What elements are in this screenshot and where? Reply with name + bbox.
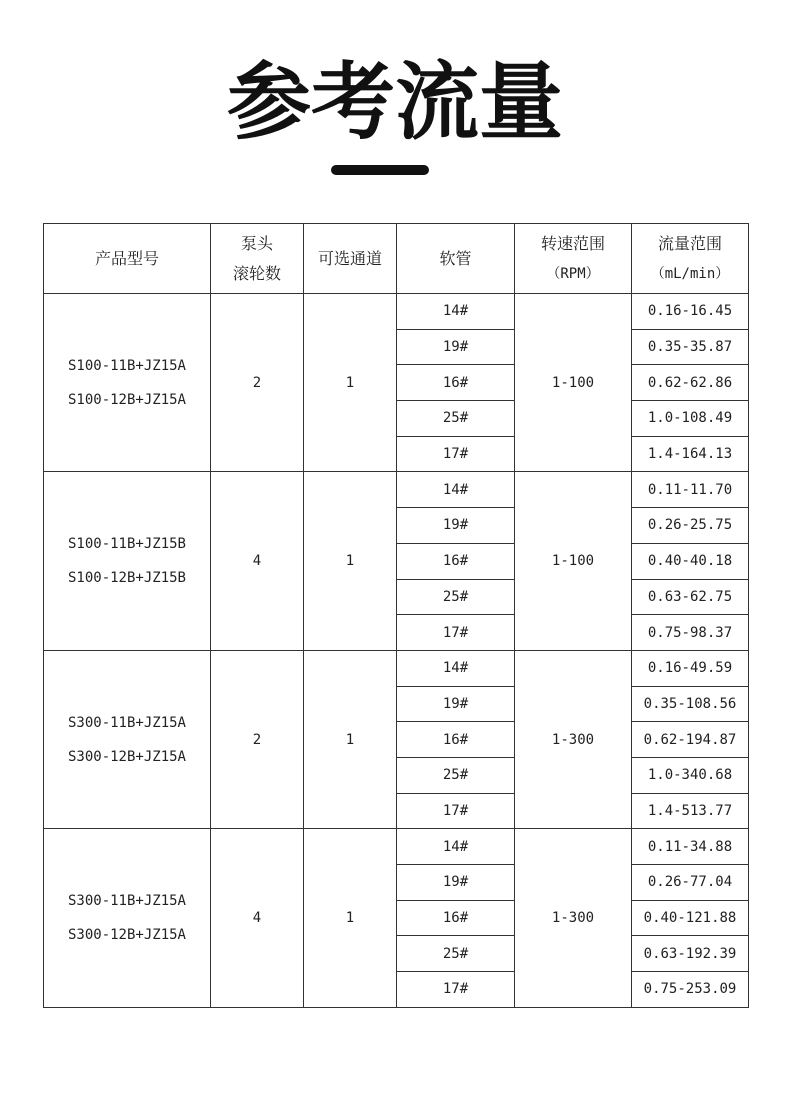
flow-cell: 0.62-62.86 — [632, 365, 749, 401]
model-cell — [44, 472, 211, 650]
tube-cell: 14# — [397, 294, 515, 330]
table-row — [44, 650, 749, 686]
table-row — [44, 472, 749, 508]
table-row — [44, 829, 749, 865]
flow-cell: 0.75-98.37 — [632, 615, 749, 651]
flow-cell: 1.0-340.68 — [632, 757, 749, 793]
header-flow — [632, 224, 749, 294]
channels-cell: 1 — [304, 829, 397, 1007]
tube-cell: 16# — [397, 543, 515, 579]
flow-cell: 0.35-35.87 — [632, 329, 749, 365]
header-tube: 软管 — [397, 224, 515, 294]
header-speed-line2: （RPM） — [546, 265, 600, 282]
header-row — [44, 224, 749, 294]
flow-cell: 0.16-49.59 — [632, 650, 749, 686]
flow-cell: 0.26-77.04 — [632, 865, 749, 901]
tube-cell: 16# — [397, 722, 515, 758]
model-name: S100-12B+JZ15A — [67, 391, 186, 408]
flow-table — [43, 223, 749, 1008]
header-flow-line2: （mL/min） — [650, 265, 730, 282]
tube-cell: 14# — [397, 829, 515, 865]
title-underline — [331, 165, 429, 175]
header-pump-head-line1: 泵头 — [240, 233, 273, 253]
tube-cell: 16# — [397, 900, 515, 936]
rollers-cell: 2 — [211, 294, 304, 472]
page-title: 参考流量 — [226, 53, 563, 151]
flow-cell: 0.75-253.09 — [632, 972, 749, 1008]
flow-cell: 0.63-192.39 — [632, 936, 749, 972]
speed-cell: 1-300 — [515, 650, 632, 828]
model-cell — [44, 829, 211, 1007]
flow-cell: 1.0-108.49 — [632, 401, 749, 437]
model-cell — [44, 294, 211, 472]
speed-cell: 1-100 — [515, 294, 632, 472]
tube-cell: 25# — [397, 757, 515, 793]
rollers-cell: 2 — [211, 650, 304, 828]
model-name: S300-11B+JZ15A — [67, 714, 186, 731]
flow-cell: 0.40-121.88 — [632, 900, 749, 936]
header-speed — [515, 224, 632, 294]
flow-cell: 0.26-25.75 — [632, 508, 749, 544]
speed-cell: 1-300 — [515, 829, 632, 1007]
tube-cell: 19# — [397, 329, 515, 365]
model-name: S100-12B+JZ15B — [67, 570, 186, 587]
header-pump-head — [211, 224, 304, 294]
header-channels: 可选通道 — [304, 224, 397, 294]
tube-cell: 14# — [397, 650, 515, 686]
channels-cell: 1 — [304, 650, 397, 828]
flow-cell: 0.11-34.88 — [632, 829, 749, 865]
rollers-cell: 4 — [211, 829, 304, 1007]
model-cell — [44, 650, 211, 828]
model-name: S300-11B+JZ15A — [67, 893, 186, 910]
header-speed-line1: 转速范围 — [540, 233, 605, 253]
tube-cell: 14# — [397, 472, 515, 508]
flow-cell: 0.63-62.75 — [632, 579, 749, 615]
flow-cell: 1.4-164.13 — [632, 436, 749, 472]
model-name: S300-12B+JZ15A — [67, 927, 186, 944]
flow-cell: 0.35-108.56 — [632, 686, 749, 722]
tube-cell: 25# — [397, 401, 515, 437]
tube-cell: 25# — [397, 936, 515, 972]
model-name: S300-12B+JZ15A — [67, 748, 186, 765]
model-name: S100-11B+JZ15A — [67, 357, 186, 374]
flow-cell: 0.62-194.87 — [632, 722, 749, 758]
flow-cell: 0.16-16.45 — [632, 294, 749, 330]
tube-cell: 16# — [397, 365, 515, 401]
tube-cell: 19# — [397, 865, 515, 901]
tube-cell: 17# — [397, 436, 515, 472]
tube-cell: 17# — [397, 615, 515, 651]
header-flow-line1: 流量范围 — [657, 233, 722, 253]
channels-cell: 1 — [304, 294, 397, 472]
flow-cell: 1.4-513.77 — [632, 793, 749, 829]
tube-cell: 19# — [397, 508, 515, 544]
rollers-cell: 4 — [211, 472, 304, 650]
tube-cell: 19# — [397, 686, 515, 722]
tube-cell: 17# — [397, 972, 515, 1008]
flow-cell: 0.11-11.70 — [632, 472, 749, 508]
header-model: 产品型号 — [44, 224, 211, 294]
speed-cell: 1-100 — [515, 472, 632, 650]
tube-cell: 17# — [397, 793, 515, 829]
table-row — [44, 294, 749, 330]
header-pump-head-line2: 滚轮数 — [232, 263, 281, 283]
tube-cell: 25# — [397, 579, 515, 615]
channels-cell: 1 — [304, 472, 397, 650]
model-name: S100-11B+JZ15B — [67, 536, 186, 553]
flow-cell: 0.40-40.18 — [632, 543, 749, 579]
